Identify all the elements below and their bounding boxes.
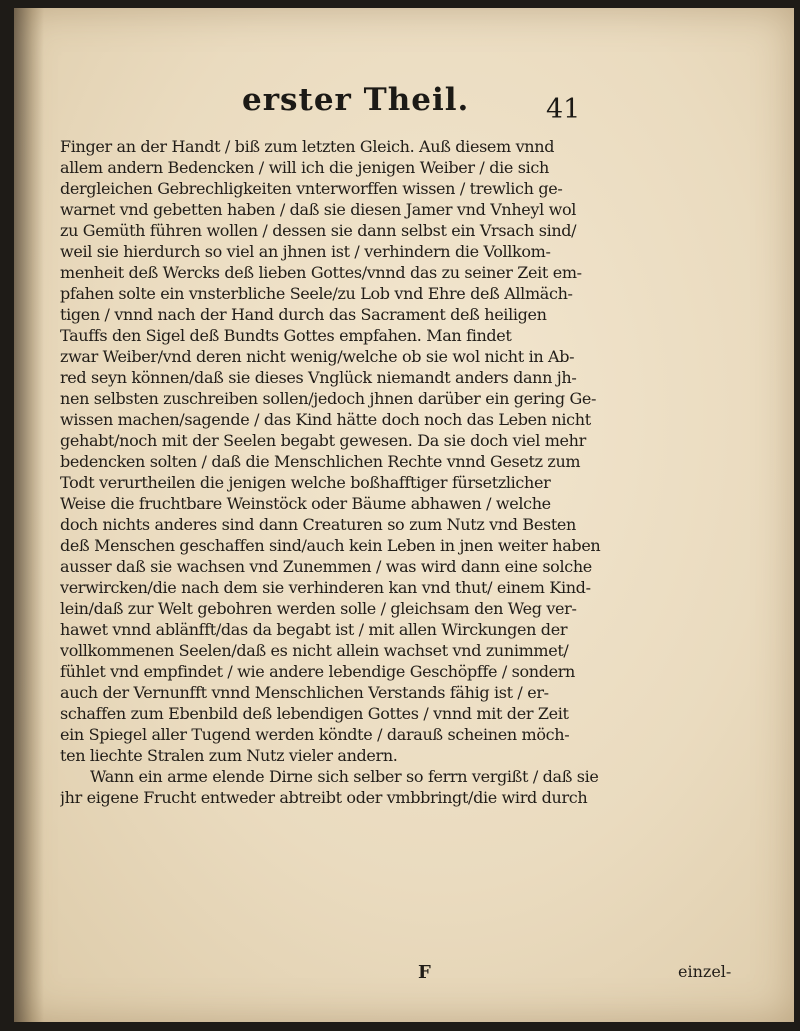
text-line: red seyn können/daß sie dieses Vnglück niemandt anders dann jh- bbox=[60, 368, 577, 387]
text-line: nen selbsten zuschreiben sollen/jedoch jhnen darüber ein gering Ge- bbox=[60, 389, 597, 408]
text-line: weil sie hierdurch so viel an jhnen ist / verhindern die Vollkom- bbox=[60, 242, 551, 261]
text-line: Weise die fruchtbare Weinstöck oder Bäume abhawen / welche bbox=[60, 494, 551, 513]
paragraph-start-line: Wann ein arme elende Dirne sich selber so ferrn vergißt / daß sie bbox=[90, 767, 599, 786]
text-line: gehabt/noch mit der Seelen begabt gewesen. Da sie doch viel mehr bbox=[60, 431, 586, 450]
text-line: ausser daß sie wachsen vnd Zunemmen / was wird dann eine solche bbox=[60, 557, 592, 576]
text-line: ein Spiegel aller Tugend werden köndte / darauß scheinen möch- bbox=[60, 725, 570, 744]
text-line: dergleichen Gebrechligkeiten vnterworffen wissen / trewlich ge- bbox=[60, 179, 563, 198]
text-line: lein/daß zur Welt gebohren werden solle / gleichsam den Weg ver- bbox=[60, 599, 577, 618]
page-number: 41 bbox=[546, 94, 581, 125]
text-line: Todt verurtheilen die jenigen welche boßhafftiger fürsetzlicher bbox=[60, 473, 551, 492]
text-line: Finger an der Handt / biß zum letzten Gleich. Auß diesem vnnd bbox=[60, 137, 555, 156]
text-line: deß Menschen geschaffen sind/auch kein Leben in jnen weiter haben bbox=[60, 536, 601, 555]
text-line: Tauffs den Sigel deß Bundts Gottes empfahen. Man findet bbox=[60, 326, 512, 345]
page-header bbox=[14, 82, 794, 132]
text-line: allem andern Bedencken / will ich die jenigen Weiber / die sich bbox=[60, 158, 549, 177]
text-line: zwar Weiber/vnd deren nicht wenig/welche ob sie wol nicht in Ab- bbox=[60, 347, 575, 366]
book-page bbox=[14, 8, 794, 1022]
page-footer bbox=[14, 962, 794, 986]
running-head: erster Theil. bbox=[242, 82, 470, 118]
text-line: tigen / vnnd nach der Hand durch das Sacrament deß heiligen bbox=[60, 305, 547, 324]
text-line: warnet vnd gebetten haben / daß sie diesen Jamer vnd Vnheyl wol bbox=[60, 200, 577, 219]
body-text bbox=[60, 136, 760, 808]
text-line: schaffen zum Ebenbild deß lebendigen Gottes / vnnd mit der Zeit bbox=[60, 704, 569, 723]
text-line: wissen machen/sagende / das Kind hätte doch noch das Leben nicht bbox=[60, 410, 591, 429]
text-line: hawet vnnd ablänfft/das da begabt ist / mit allen Wirckungen der bbox=[60, 620, 568, 639]
text-line: pfahen solte ein vnsterbliche Seele/zu Lob vnd Ehre deß Allmäch- bbox=[60, 284, 573, 303]
catchword: einzel- bbox=[678, 962, 732, 981]
text-line: fühlet vnd empfindet / wie andere lebendige Geschöpffe / sondern bbox=[60, 662, 576, 681]
text-line: zu Gemüth führen wollen / dessen sie dann selbst ein Vrsach sind/ bbox=[60, 221, 577, 240]
signature-mark: F bbox=[418, 962, 431, 983]
text-line: verwircken/die nach dem sie verhinderen kan vnd thut/ einem Kind- bbox=[60, 578, 591, 597]
text-line: bedencken solten / daß die Menschlichen Rechte vnnd Gesetz zum bbox=[60, 452, 581, 471]
text-line: jhr eigene Frucht entweder abtreibt oder vmbbringt/die wird durch bbox=[60, 788, 588, 807]
text-line: auch der Vernunfft vnnd Menschlichen Verstands fähig ist / er- bbox=[60, 683, 549, 702]
page-gutter-shadow bbox=[14, 8, 44, 1022]
text-line: ten liechte Stralen zum Nutz vieler andern. bbox=[60, 746, 398, 765]
text-line: vollkommenen Seelen/daß es nicht allein wachset vnd zunimmet/ bbox=[60, 641, 569, 660]
text-line: menheit deß Wercks deß lieben Gottes/vnnd das zu seiner Zeit em- bbox=[60, 263, 582, 282]
text-line: doch nichts anderes sind dann Creaturen so zum Nutz vnd Besten bbox=[60, 515, 576, 534]
